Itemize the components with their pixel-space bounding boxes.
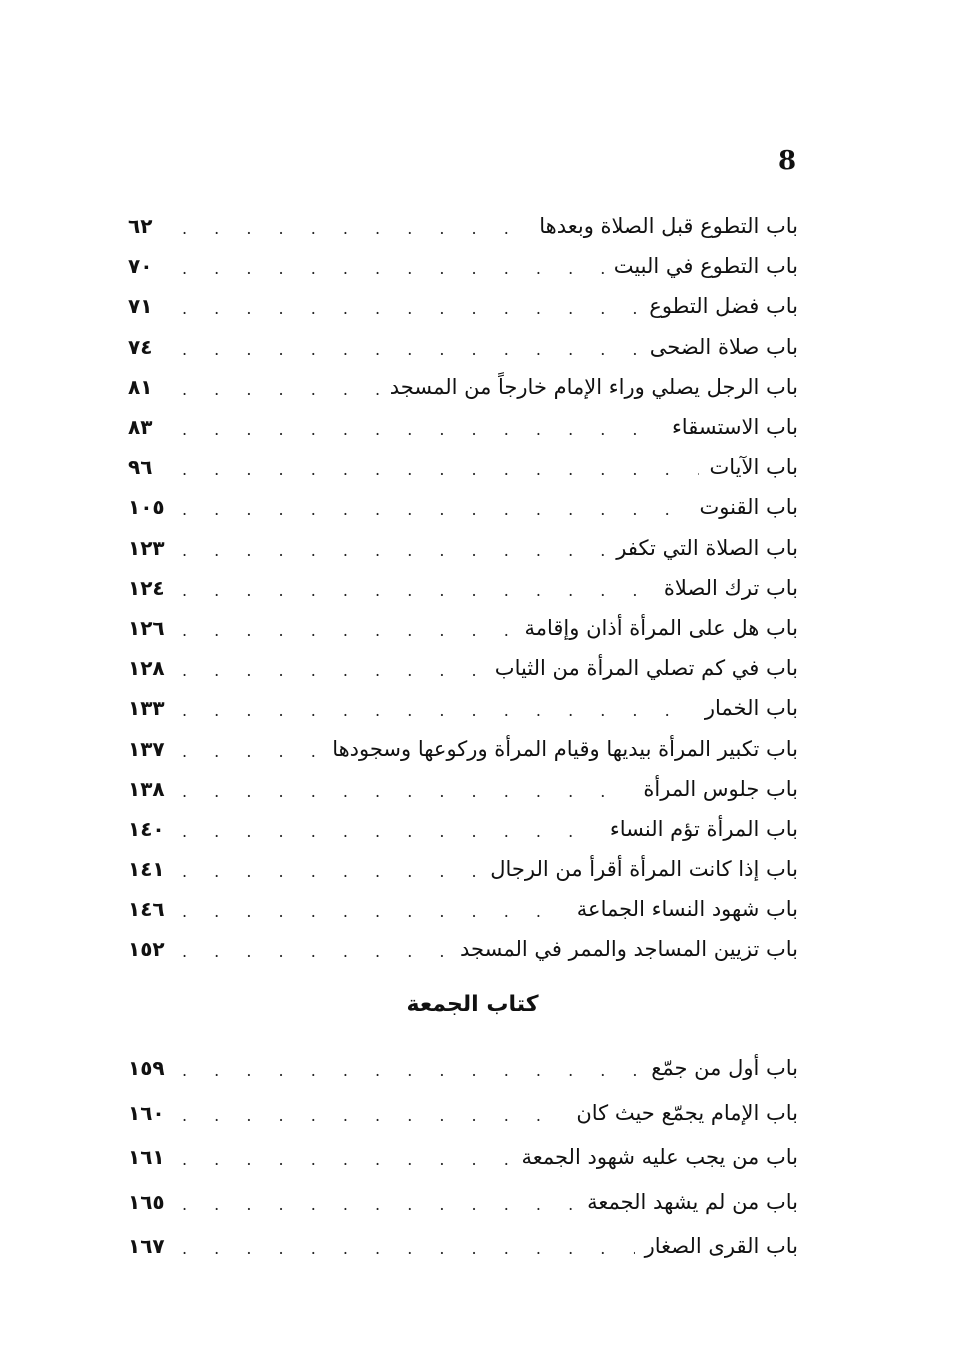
toc-entry <box>128 528 798 568</box>
toc-entry-page-number: ١٢٣ <box>128 535 165 560</box>
toc-entry <box>128 327 798 367</box>
dot-leader <box>182 1226 635 1266</box>
dot-leader <box>182 688 695 728</box>
dot-leader <box>182 889 567 929</box>
toc-entry <box>128 1135 798 1180</box>
toc-entry-page-number: ٧٤ <box>128 334 153 359</box>
toc-entry <box>128 929 798 969</box>
toc-entry-page-number: ١٣٣ <box>128 696 165 721</box>
toc-entry-page-number: ١٦١ <box>128 1145 165 1170</box>
toc-entry-title: باب التطوع قبل الصلاة وبعدها <box>539 214 798 239</box>
toc-entry-page-number: ٨٣ <box>128 415 153 440</box>
toc-entry-page-number: ١٢٨ <box>128 656 165 681</box>
table-of-contents <box>128 206 798 970</box>
dot-leader <box>182 608 514 648</box>
toc-entry-title: باب الصلاة التي تكفر <box>616 535 798 560</box>
dot-leader <box>182 327 640 367</box>
toc-entry-page-number: ١٢٦ <box>128 615 165 640</box>
toc-entry-page-number: ١٦٠ <box>128 1100 165 1125</box>
toc-entry-title: باب صلاة الضحى <box>649 334 798 359</box>
toc-entry <box>128 688 798 728</box>
toc-entry-page-number: ٧٠ <box>128 254 153 279</box>
toc-entry-page-number: ١٦٥ <box>128 1189 165 1214</box>
toc-entry <box>128 206 798 246</box>
dot-leader <box>182 367 380 407</box>
toc-entry-title: باب تزيين المساجد والممر في المسجد <box>460 937 798 962</box>
toc-entry <box>128 487 798 527</box>
section-heading <box>0 992 957 1017</box>
toc-entry-title: باب الرجل يصلي وراء الإمام خارجاً من المسجد <box>389 374 798 399</box>
toc-entry <box>128 809 798 849</box>
dot-leader <box>182 568 654 608</box>
dot-leader <box>182 206 529 246</box>
toc-entry-page-number: ١٣٨ <box>128 776 165 801</box>
toc-entry-title: باب هل على المرأة أذان وإقامة <box>524 615 798 640</box>
toc-entry-page-number: ١٢٤ <box>128 575 165 600</box>
toc-entry-page-number: ٦٢ <box>128 214 153 239</box>
toc-entry-title: باب في كم تصلي المرأة من الثياب <box>494 656 798 681</box>
dot-leader <box>182 528 606 568</box>
section-heading-text: كتاب الجمعة <box>406 992 539 1017</box>
dot-leader <box>182 487 690 527</box>
toc-entry <box>128 1180 798 1225</box>
toc-entry <box>128 769 798 809</box>
toc-entry <box>128 367 798 407</box>
dot-leader <box>182 769 633 809</box>
toc-entry-title: باب من لم يشهد الجمعة <box>587 1189 798 1214</box>
toc-entry <box>128 286 798 326</box>
toc-entry-title: باب ترك الصلاة <box>663 575 798 600</box>
dot-leader <box>182 729 322 769</box>
page-number: 8 <box>777 146 797 176</box>
toc-entry-page-number: ١٦٧ <box>128 1234 165 1259</box>
toc-entry-page-number: ١٤٦ <box>128 897 165 922</box>
toc-entry <box>128 728 798 768</box>
toc-entry <box>128 1224 798 1269</box>
dot-leader <box>182 849 480 889</box>
toc-entry-title: باب الخمار <box>704 696 798 721</box>
toc-entry-title: باب جلوس المرأة <box>643 776 798 801</box>
dot-leader <box>182 1182 577 1222</box>
toc-entry-title: باب المرأة تؤم النساء <box>609 816 798 841</box>
toc-entry-page-number: ٩٦ <box>128 455 153 480</box>
dot-leader <box>182 1048 641 1088</box>
toc-entry-title: باب الإمام يجمّع حيث كان <box>576 1100 798 1125</box>
toc-entry-page-number: ٨١ <box>128 374 153 399</box>
dot-leader <box>182 648 485 688</box>
dot-leader <box>182 1137 511 1177</box>
toc-entry-title: باب القنوت <box>699 495 798 520</box>
toc-entry-page-number: ١٣٧ <box>128 736 165 761</box>
toc-entry-title: باب تكبير المرأة بيديها وقيام المرأة وركوعها وسجودها <box>332 736 798 761</box>
dot-leader <box>182 246 604 286</box>
toc-entry <box>128 447 798 487</box>
dot-leader <box>182 809 600 849</box>
dot-leader <box>182 929 450 969</box>
toc-entry-page-number: ١٠٥ <box>128 495 165 520</box>
toc-entry-page-number: ١٥٩ <box>128 1056 165 1081</box>
toc-entry-page-number: ١٤١ <box>128 857 165 882</box>
toc-entry-title: باب التطوع في البيت <box>613 254 798 279</box>
table-of-contents-jumuah <box>128 1046 798 1269</box>
toc-entry-title: باب أول من جمّع <box>651 1056 798 1081</box>
toc-entry-page-number: ٧١ <box>128 294 153 319</box>
toc-entry-title: باب الاستسقاء <box>671 415 798 440</box>
toc-entry <box>128 648 798 688</box>
toc-entry-title: باب من يجب عليه شهود الجمعة <box>521 1145 798 1170</box>
toc-entry <box>128 407 798 447</box>
dot-leader <box>182 407 662 447</box>
toc-entry <box>128 1091 798 1136</box>
toc-entry <box>128 246 798 286</box>
toc-entry-title: باب الآيات <box>709 455 798 480</box>
toc-entry <box>128 568 798 608</box>
toc-entry <box>128 849 798 889</box>
toc-entry <box>128 889 798 929</box>
toc-entry <box>128 1046 798 1091</box>
toc-entry-page-number: ١٥٢ <box>128 937 165 962</box>
toc-entry-title: باب فضل التطوع <box>649 294 798 319</box>
dot-leader <box>182 447 699 487</box>
dot-leader <box>182 286 639 326</box>
toc-entry <box>128 608 798 648</box>
toc-entry-title: باب إذا كانت المرأة أقرأ من الرجال <box>490 857 798 882</box>
toc-entry-title: باب شهود النساء الجماعة <box>576 897 798 922</box>
toc-entry-title: باب القرى الصغار <box>644 1234 798 1259</box>
toc-entry-page-number: ١٤٠ <box>128 816 165 841</box>
dot-leader <box>182 1093 566 1133</box>
